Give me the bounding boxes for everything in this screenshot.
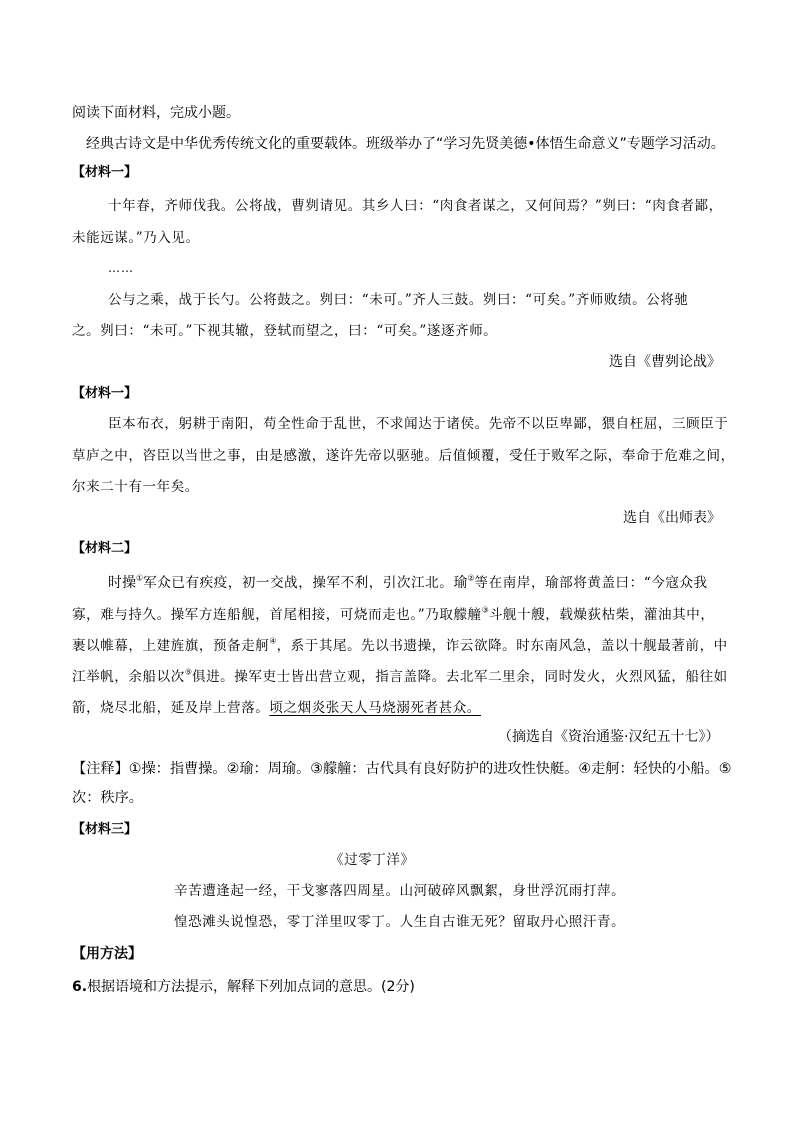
notes-line: 次：秩序。 [72, 790, 143, 806]
text-segment: 时操 [108, 575, 136, 591]
material1-line: 十年春，齐师伐我。公将战，曹刿请见。其乡人曰：“肉食者谋之，又何间焉？”刿曰：“肉食者鄙， [108, 198, 723, 214]
text-segment: 瑜 [453, 575, 468, 591]
text-segment: 斗舰十艘，载燥荻枯柴，灌油其中， [488, 607, 715, 623]
question-number: 6. [72, 979, 88, 995]
material2-label: 【材料二】 [72, 541, 138, 556]
poem-line: 辛苦遭逢起一经，干戈寥落四周星。山河破碎风飘絮，身世浮沉雨打萍。 [174, 883, 626, 899]
footnote-marker: ④ [269, 636, 277, 646]
text-segment: 寡，难与持久。操军方连船舰，首尾相接，可烧而走也。”乃取艨艟 [72, 607, 482, 623]
instruction-text: 阅读下面材料，完成小题。 [72, 105, 240, 121]
material1-line: 之。刿曰：“未可。”下视其辙，登轼而望之，曰：“可矣。”遂逐齐师。 [72, 323, 498, 339]
material1b-line: 草庐之中，咨臣以当世之事，由是感激，遂许先帝以驱驰。后值倾覆，受任于败军之际，奉命于危难之间， [72, 448, 735, 464]
footnote-marker: ③ [481, 605, 489, 615]
footnote-marker: ⑤ [184, 667, 192, 677]
text-segment: 俱进。操军吏士皆出营立观，指言盖降。去北军二里余，同时发火，火烈风猛，船往如 [191, 669, 728, 685]
material2-line [72, 699, 481, 716]
material1-label: 【材料一】 [72, 165, 138, 180]
material2-line [72, 637, 728, 654]
source-citation: （摘选自《资治通鉴·汉纪五十七》） [498, 729, 720, 745]
underlined-sentence: 顷之烟炎张天人马烧溺死者甚众。 [269, 700, 481, 716]
question-text: 根据语境和方法提示，解释下列加点词的意思。(2分) [87, 979, 415, 995]
text-segment: 江举帆，余船以次 [72, 669, 185, 685]
text-segment: ，系于其尾。先以书遗操，诈云欲降。时东南风急，盖以十舰最著前，中 [276, 638, 728, 654]
question-line [72, 978, 415, 994]
material2-line [108, 574, 708, 591]
text-segment: 等在南岸，瑜部将黄盖曰：“今寇众我 [474, 575, 708, 591]
footnote-marker: ② [467, 573, 475, 583]
method-label: 【用方法】 [72, 946, 142, 962]
source-citation: 选自《出师表》 [623, 510, 721, 526]
text-segment: 军众已有疾疫，初一交战，操军不利，引次江北。 [143, 575, 454, 591]
text-segment: 裹以帷幕，上建旌旗，预备走舸 [72, 638, 270, 654]
material1b-line: 臣本布衣，躬耕于南阳，苟全性命于乱世，不求闻达于诸侯。先帝不以臣卑鄙，猥自枉屈，三顾臣于 [108, 416, 729, 432]
poem-line: 惶恐滩头说惶恐，零丁洋里叹零丁。人生自古谁无死？留取丹心照汗青。 [174, 914, 626, 930]
ellipsis: …… [108, 261, 134, 275]
material1-line: 公与之乘，战于长勺。公将鼓之。刿曰：“未可。”齐人三鼓。刿曰：“可矣。”齐师败绩。公将驰 [108, 292, 689, 308]
material1b-label: 【材料一】 [72, 386, 138, 401]
notes-line: 【注释】①操：指曹操。②瑜：周瑜。③艨艟：古代具有良好防护的进攻性快艇。④走舸：轻快的小船。⑤ [72, 761, 732, 777]
material3-label: 【材料三】 [72, 822, 138, 837]
text-segment: 箭，烧尽北船，延及岸上营落。 [72, 700, 270, 716]
poem-title: 《过零丁洋》 [330, 852, 415, 868]
material1-line: 未能远谋。”乃入见。 [72, 230, 200, 246]
material2-line [72, 606, 714, 623]
source-citation: 选自《曹刿论战》 [609, 354, 721, 370]
material1b-line: 尔来二十有一年矣。 [72, 479, 199, 495]
material2-line [72, 668, 728, 685]
footnote-marker: ① [136, 573, 144, 583]
background-text: 经典古诗文是中华优秀传统文化的重要载体。班级举办了“学习先贤美德•体悟生命意义”专题学习活动。 [86, 136, 725, 152]
